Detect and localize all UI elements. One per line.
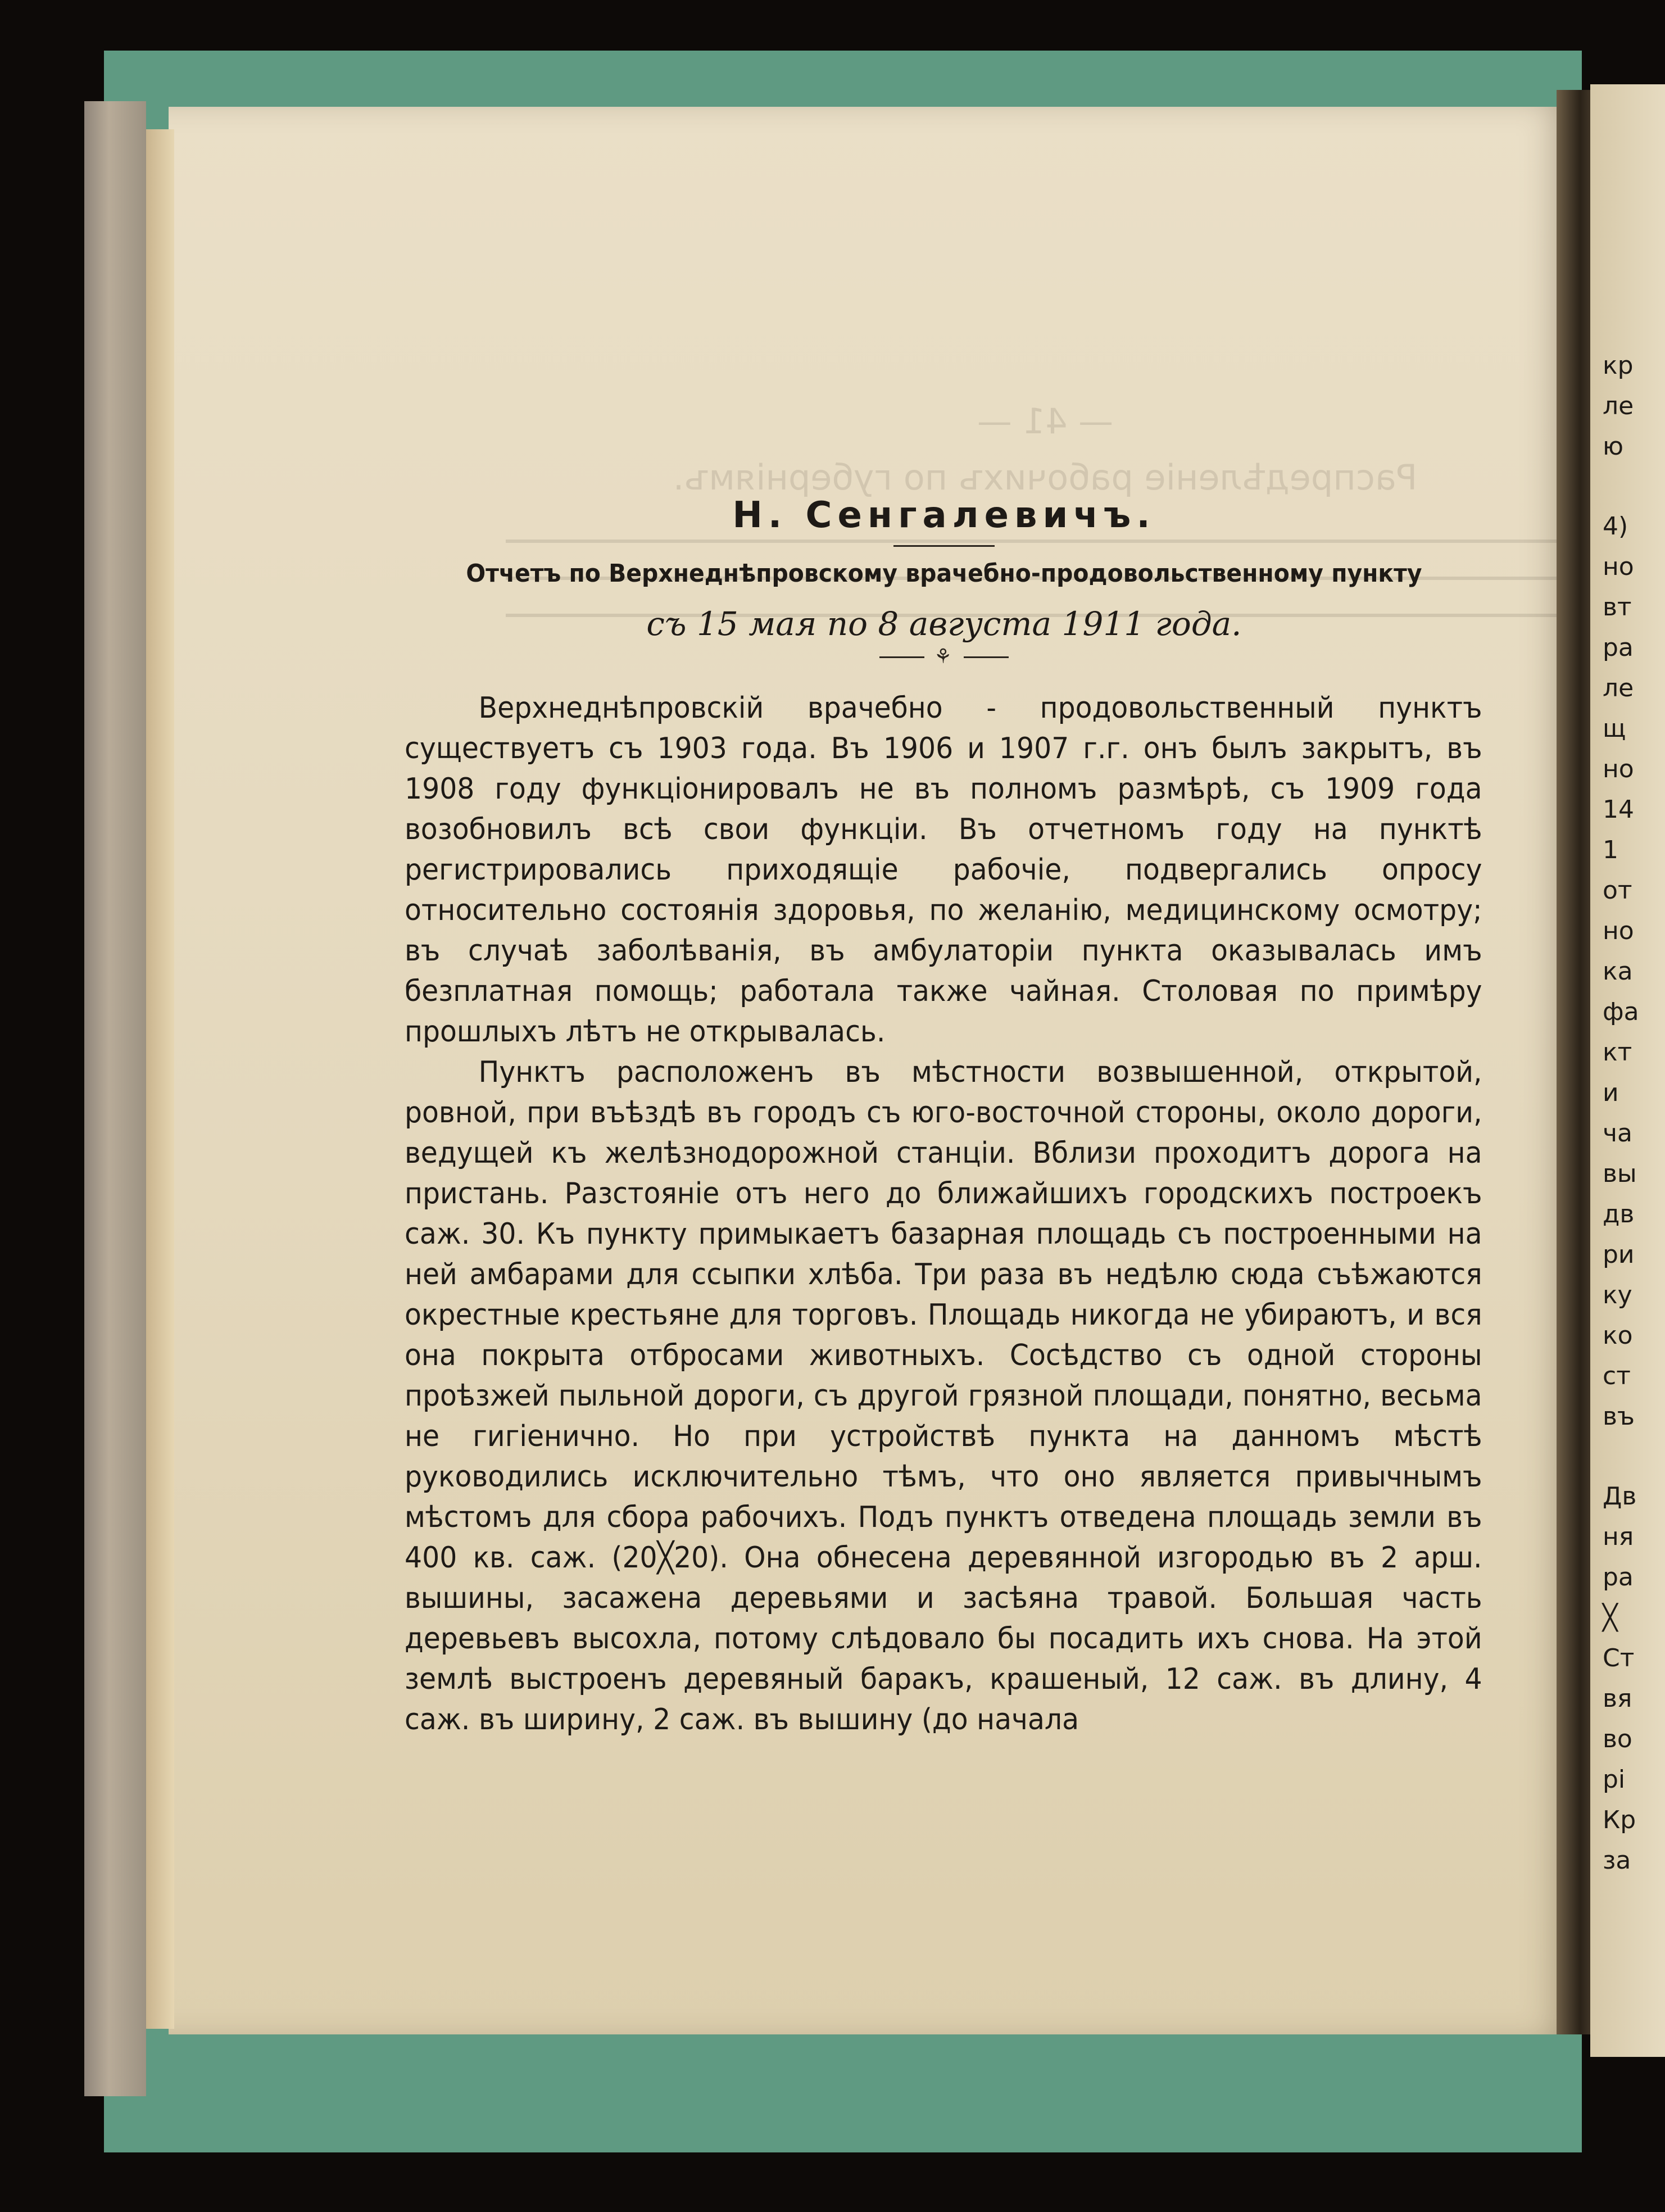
facing-page-fragment: 14 (1603, 795, 1634, 824)
facing-page-fragment: ю (1603, 432, 1624, 461)
facing-page-fragment: ст (1603, 1362, 1631, 1390)
facing-page-fragment: но (1603, 917, 1634, 945)
ornament-line-left (879, 656, 924, 658)
facing-page-fragment: ра (1603, 1563, 1634, 1592)
page-content (405, 495, 1483, 1740)
facing-page-fragment: кр (1603, 351, 1634, 380)
facing-page-fragment: ку (1603, 1281, 1632, 1309)
bleed-page-number: — 41 — (977, 401, 1114, 442)
facing-page-fragment: рі (1603, 1765, 1626, 1794)
facing-page-fragment: фа (1603, 998, 1639, 1026)
paragraph-1: Верхнеднѣпровскій врачебно - продовольственный пунктъ существуетъ съ 1903 года. Въ 1906 и 1907 г.г. онъ былъ закрытъ, въ 1908 году функціонировалъ не въ полномъ размѣрѣ, съ 1909 года возобновилъ всѣ свои функціи. Въ отчетномъ году на пунктѣ регистрировались приходящіе рабочіе, подвергались опросу относительно состоянія здоровья, по желанію, медицинскому осмотру; въ случаѣ заболѣванія, въ амбулаторіи пункта оказывалась имъ безплатная помощь; работала также чайная. Столовая по примѣру прошлыхъ лѣтъ не открывалась. (405, 691, 1482, 1049)
facing-page-fragment: ╳ (1603, 1603, 1618, 1632)
facing-page-fragment: ка (1603, 957, 1633, 986)
facing-page-fragment: ри (1603, 1240, 1635, 1269)
facing-page-fragment (1603, 1437, 1639, 1476)
facing-page-fragment: от (1603, 876, 1632, 905)
facing-page-fragment: ле (1603, 674, 1634, 702)
facing-page-fragment: Ст (1603, 1644, 1635, 1672)
report-title: Отчетъ по Верхнеднѣпровскому врачебно-продовольственному пункту (466, 559, 1422, 588)
facing-page-fragment: 4) (1603, 512, 1628, 541)
facing-page-fragment: вя (1603, 1684, 1632, 1713)
facing-page-fragment: кт (1603, 1038, 1632, 1067)
facing-page-fragment: дв (1603, 1200, 1635, 1229)
facing-page-fragment: но (1603, 755, 1634, 783)
paragraph-2: Пунктъ расположенъ въ мѣстности возвышенной, открытой, ровной, при въѣздѣ въ городъ съ юго-восточной стороны, около дороги, ведущей къ желѣзнодорожной станціи. Вблизи проходитъ дорога на пристань. Разстояніе отъ него до ближайшихъ городскихъ построекъ саж. 30. Къ пункту примыкаетъ базарная площадь съ построенными на ней амбарами для ссыпки хлѣба. Три раза въ недѣлю сюда съѣжаются окрестные крестьяне для торговъ. Площадь никогда не убираютъ, и вся она покрыта отбросами животныхъ. Сосѣдство съ одной стороны проѣзжей пыльной дороги, съ другой грязной площади, понятно, весьма не гигіенично. Но при устройствѣ пункта на данномъ мѣстѣ руководились исключительно тѣмъ, что оно является привычнымъ мѣстомъ для сбора рабочихъ. Подъ пунктъ отведена площадь земли въ 400 кв. саж. (20╳20). Она обнесена деревянной изгородью въ 2 арш. вышины, засажена деревьями и засѣяна травой. Большая часть деревьевъ высохла, потому слѣдовало бы посадить ихъ снова. На этой землѣ выстроенъ деревяный баракъ, крашеный, 12 саж. въ длину, 4 саж. въ ширину, 2 саж. въ вышину (до начала (405, 1055, 1482, 1737)
ornament-line-right (964, 656, 1009, 658)
book-spine-edge (84, 101, 146, 2096)
bleed-heading: Распредѣленіе рабочихъ по губерніямъ. (673, 457, 1418, 498)
author-name: Н. Сенгалевичъ. (732, 495, 1156, 536)
facing-page-fragment (1603, 467, 1639, 506)
report-dates: съ 15 мая по 8 августа 1911 года. (646, 605, 1242, 643)
facing-page-fragment: 1 (1603, 836, 1618, 864)
facing-page-fragment: въ (1603, 1402, 1635, 1431)
facing-page-fragment: но (1603, 552, 1634, 581)
facing-page-fragment: ча (1603, 1119, 1632, 1148)
facing-page-fragment: Кр (1603, 1806, 1636, 1834)
facing-page-fragment: ко (1603, 1321, 1633, 1350)
ornament-divider (405, 645, 1483, 668)
facing-page-fragment: во (1603, 1725, 1632, 1753)
facing-page-fragment: ра (1603, 633, 1634, 662)
facing-page-fragment: вт (1603, 593, 1632, 622)
facing-page-fragment: ня (1603, 1522, 1634, 1551)
facing-page-fragment: ле (1603, 392, 1634, 420)
author-rule (893, 545, 995, 547)
facing-page-fragment: Дв (1603, 1482, 1637, 1511)
facing-page-fragment: щ (1603, 714, 1626, 743)
facing-page-fragment: и (1603, 1078, 1619, 1107)
facing-page-fragment: за (1603, 1846, 1631, 1875)
facing-page-fragment: вы (1603, 1159, 1637, 1188)
facing-page-text-fragments (1603, 346, 1639, 1881)
flower-ornament-icon: ⚘ (934, 645, 952, 668)
